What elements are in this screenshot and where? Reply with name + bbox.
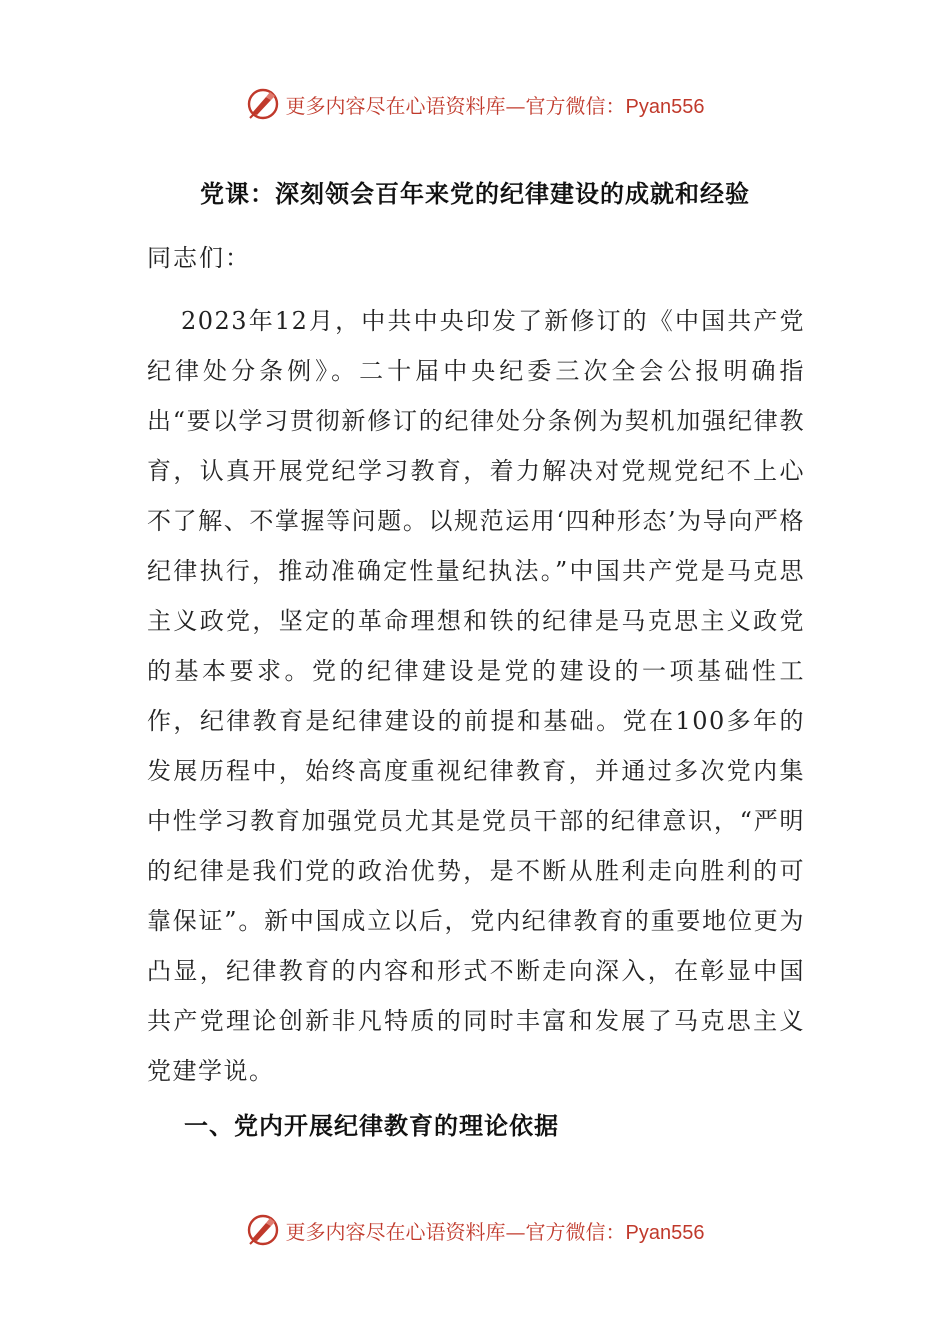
watermark-handle: Pyan556: [625, 95, 705, 118]
greeting: 同志们：: [147, 244, 251, 272]
footer-watermark: [0, 1210, 950, 1250]
pen-nib-logo-icon: [246, 1213, 280, 1247]
watermark-brand: 更多内容尽在心语资料库: [285, 1219, 506, 1244]
watermark-separator: —: [505, 1219, 526, 1244]
header-watermark: [0, 84, 950, 124]
watermark-separator: —: [505, 93, 526, 118]
watermark-text: [286, 90, 705, 119]
document-title: 党课：深刻领会百年来党的纪律建设的成就和经验: [200, 179, 750, 208]
watermark-handle: Pyan556: [625, 1221, 705, 1244]
watermark-wechat-label: 官方微信：: [525, 1219, 626, 1244]
watermark-wechat-label: 官方微信：: [525, 93, 626, 118]
body-paragraph: 2023年12月，中共中央印发了新修订的《中国共产党纪律处分条例》。二十届中央纪委三次全会公报明确指出“要以学习贯彻新修订的纪律处分条例为契机加强纪律教育，认真开展党纪学习教育，着力解决对党规党纪不上心不了解、不掌握等问题。以规范运用‘四种形态’为导向严格纪律执行，推动准确定性量纪执法。”中国共产党是马克思主义政党，坚定的革命理想和铁的纪律是马克思主义政党的基本要求。党的纪律建设是党的建设的一项基础性工作，纪律教育是纪律建设的前提和基础。党在100多年的发展历程中，始终高度重视纪律教育，并通过多次党内集中性学习教育加强党员尤其是党员干部的纪律意识，“严明的纪律是我们党的政治优势，是不断从胜利走向胜利的可靠保证”。新中国成立以后，党内纪律教育的重要地位更为凸显，纪律教育的内容和形式不断走向深入，在彰显中国共产党理论创新非凡特质的同时丰富和发展了马克思主义党建学说。: [147, 307, 805, 1085]
watermark-brand: 更多内容尽在心语资料库: [285, 93, 506, 118]
watermark-text: [286, 1216, 705, 1245]
pen-nib-logo-icon: [246, 87, 280, 121]
section-heading: 一、党内开展纪律教育的理论依据: [184, 1111, 559, 1140]
